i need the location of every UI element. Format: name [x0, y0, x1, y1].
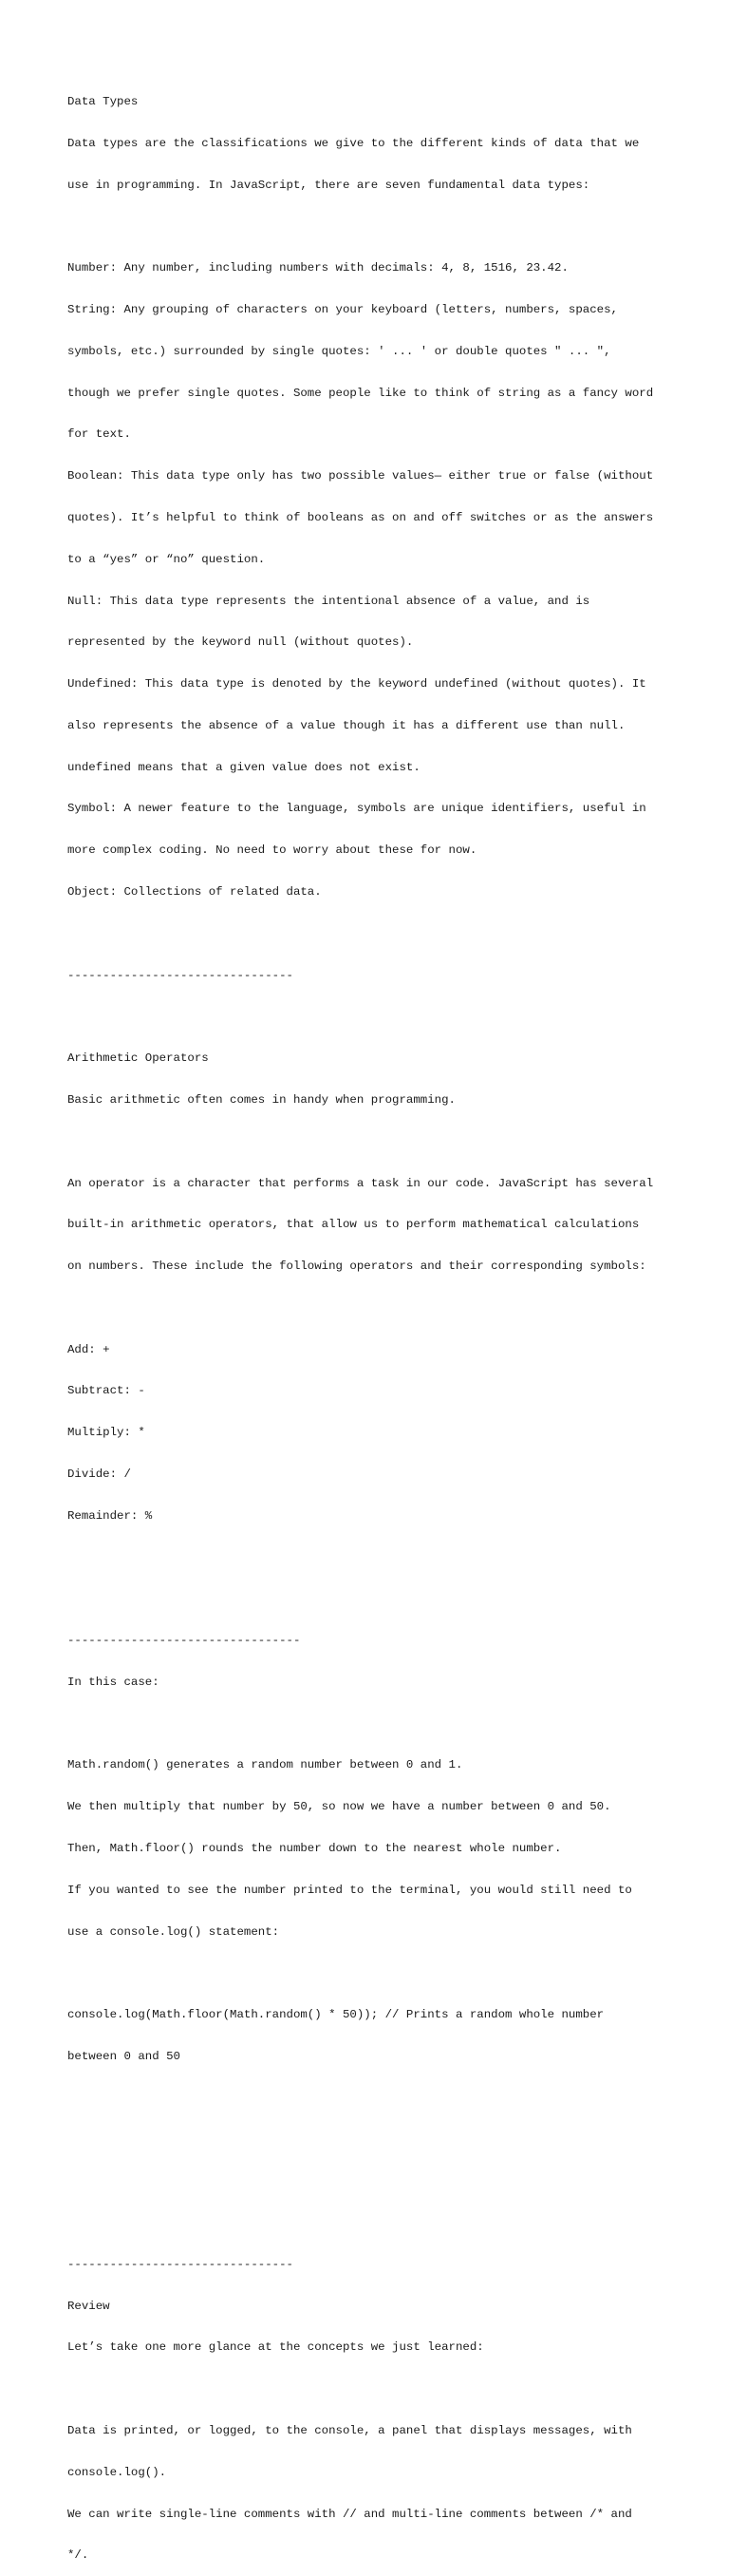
text-line: We can write single-line comments with // and multi-line comments between /* and	[67, 2507, 632, 2521]
text-line: for text.	[67, 427, 131, 442]
operator-list-item: Remainder: %	[67, 1508, 153, 1523]
blank-line	[67, 1717, 675, 1732]
text-line: Symbol: A newer feature to the language, symbols are unique identifiers, useful in	[67, 802, 646, 816]
section-title-review: Review	[67, 2299, 110, 2313]
text-line: String: Any grouping of characters on your keyboard (letters, numbers, spaces,	[67, 303, 618, 317]
text-line: also represents the absence of a value though it has a different use than null.	[67, 718, 626, 732]
text-line: more complex coding. No need to worry about these for now.	[67, 843, 477, 858]
blank-line	[67, 1551, 675, 1565]
code-line: console.log(Math.floor(Math.random() * 50)); // Prints a random whole number	[67, 2008, 605, 2022]
blank-line	[67, 927, 675, 941]
separator-line: --------------------------------	[67, 968, 293, 982]
text-line: Then, Math.floor() rounds the number down to the nearest whole number.	[67, 1842, 562, 1855]
text-line: undefined means that a given value does not exist.	[67, 760, 421, 774]
operator-list-item: Subtract: -	[67, 1384, 145, 1398]
blank-line	[67, 1966, 675, 1980]
blank-line	[67, 1135, 675, 1149]
blank-line	[67, 220, 675, 235]
separator-line: ---------------------------------	[67, 1634, 301, 1648]
text-line: Data is printed, or logged, to the console, a panel that displays messages, with	[67, 2423, 632, 2437]
text-line: Boolean: This data type only has two possible values— either true or false (without	[67, 469, 654, 483]
operator-list-item: Multiply: *	[67, 1426, 145, 1440]
code-line: between 0 and 50	[67, 2049, 180, 2063]
text-line: Data types are the classifications we give to the different kinds of data that we	[67, 136, 640, 150]
operator-list-item: Divide: /	[67, 1467, 131, 1481]
text-line: Basic arithmetic often comes in handy when programming.	[67, 1092, 456, 1107]
text-line: Object: Collections of related data.	[67, 885, 322, 900]
text-line: Number: Any number, including numbers with decimals: 4, 8, 1516, 23.42.	[67, 261, 569, 275]
text-line: on numbers. These include the following operators and their corresponding symbols:	[67, 1260, 646, 1274]
blank-line	[67, 2174, 675, 2188]
text-line: We then multiply that number by 50, so now we have a number between 0 and 50.	[67, 1800, 611, 1814]
text-line: built-in arithmetic operators, that allow us to perform mathematical calculations	[67, 1218, 640, 1232]
blank-line	[67, 1301, 675, 1316]
blank-line	[67, 2216, 675, 2230]
text-line: */.	[67, 2548, 89, 2563]
blank-line	[67, 2092, 675, 2106]
text-line: console.log().	[67, 2465, 167, 2479]
text-line: quotes). It’s helpful to think of booleans as on and off switches or as the answers	[67, 511, 654, 524]
section-title-data-types: Data Types	[67, 95, 139, 109]
text-line: An operator is a character that performs a task in our code. JavaScript has several	[67, 1176, 654, 1190]
section-title-arithmetic-operators: Arithmetic Operators	[67, 1051, 209, 1066]
text-line: use in programming. In JavaScript, there are seven fundamental data types:	[67, 178, 590, 192]
text-line: represented by the keyword null (without quotes).	[67, 635, 414, 650]
text-line: to a “yes” or “no” question.	[67, 552, 266, 566]
text-line: Undefined: This data type is denoted by the keyword undefined (without quotes). It	[67, 677, 646, 691]
text-line: though we prefer single quotes. Some people like to think of string as a fancy word	[67, 386, 654, 400]
section-title-in-this-case: In this case:	[67, 1675, 159, 1689]
blank-line	[67, 2132, 675, 2147]
separator-line: --------------------------------	[67, 2257, 293, 2271]
text-line: symbols, etc.) surrounded by single quotes: ' ... ' or double quotes " ... ",	[67, 344, 611, 358]
text-line: If you wanted to see the number printed to the terminal, you would still need to	[67, 1883, 632, 1897]
text-line: use a console.log() statement:	[67, 1924, 280, 1939]
blank-line	[67, 2382, 675, 2396]
blank-line	[67, 1592, 675, 1606]
text-line: Math.random() generates a random number between 0 and 1.	[67, 1758, 463, 1772]
text-line: Null: This data type represents the intentional absence of a value, and is	[67, 594, 590, 608]
operator-list-item: Add: +	[67, 1342, 110, 1356]
document-page	[67, 67, 675, 2576]
text-line: Let’s take one more glance at the concepts we just learned:	[67, 2340, 484, 2355]
blank-line	[67, 1010, 675, 1024]
